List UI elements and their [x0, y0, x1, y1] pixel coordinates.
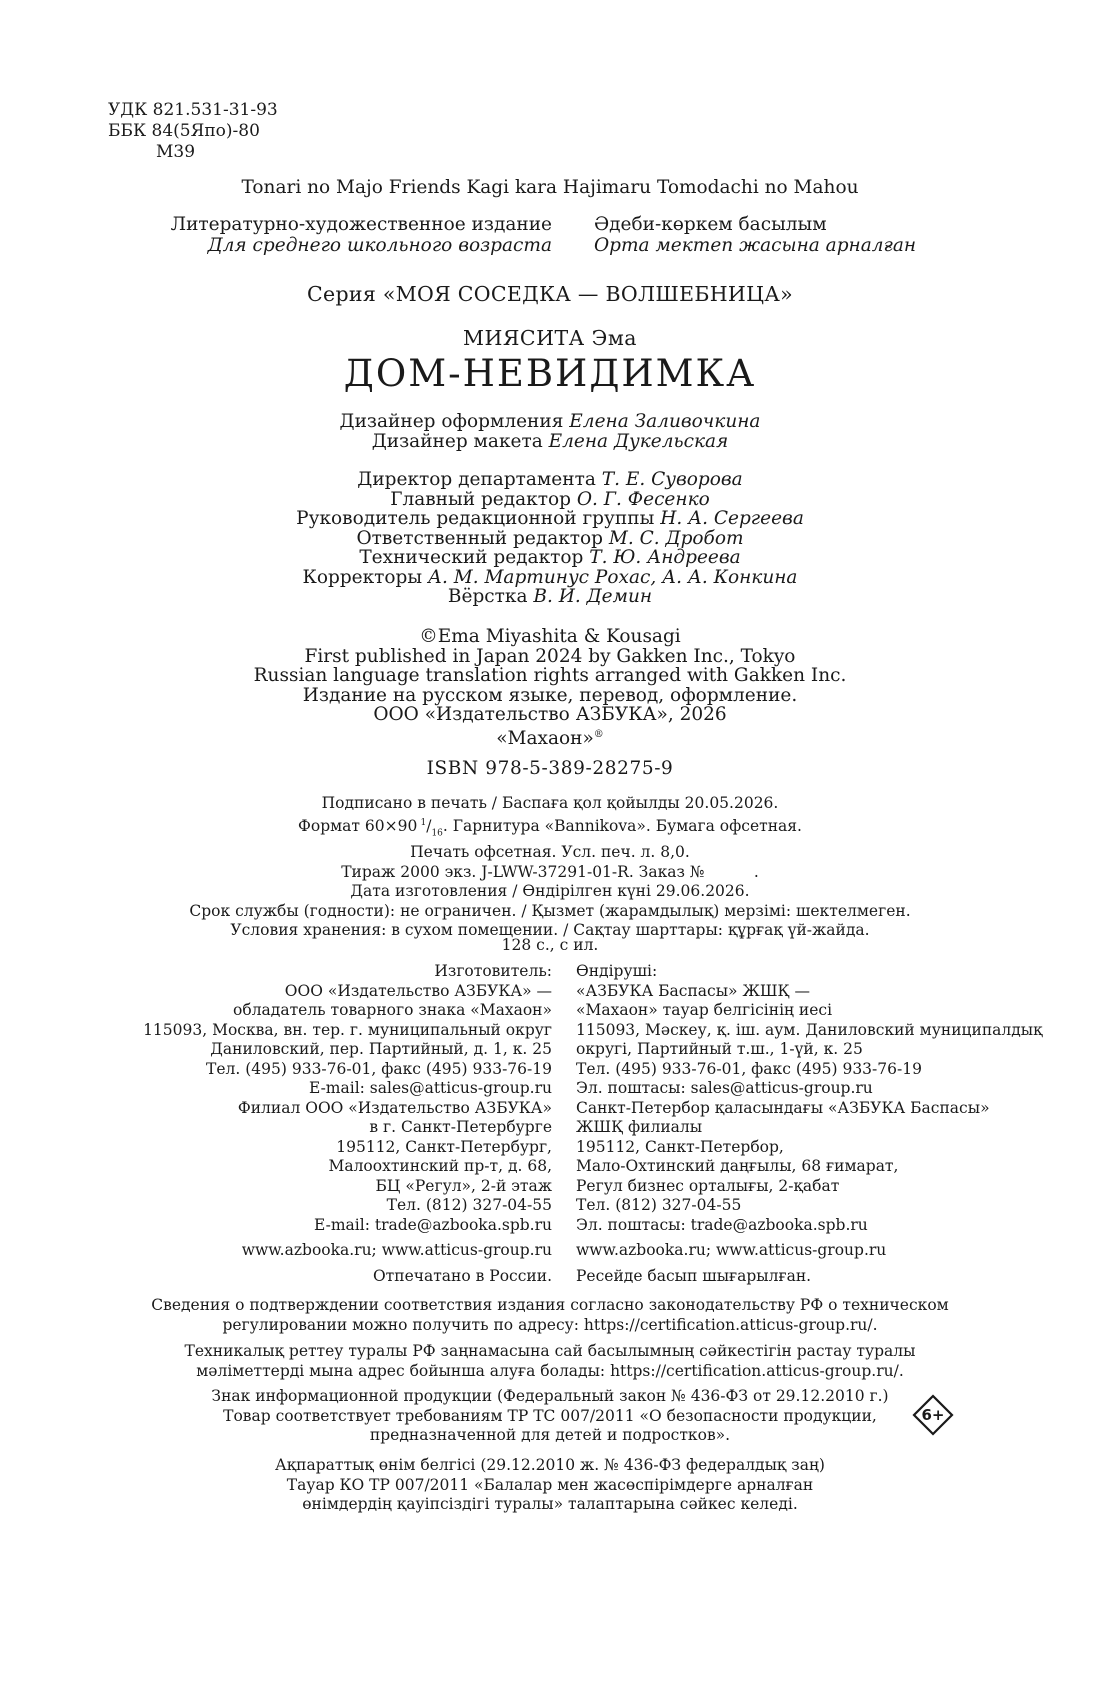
manufacturer-kz-line: Регул бизнес орталығы, 2-қабат	[576, 1176, 840, 1195]
info-mark-kz-line2: Тауар КО ТР 007/2011 «Балалар мен жасөспірімдерге арналған	[286, 1475, 814, 1494]
manufacturer-kz-line: Эл. поштасы: trade@azbooka.spb.ru	[576, 1215, 868, 1234]
manufacturer-ru-line: Тел. (812) 327-04-55	[386, 1196, 552, 1214]
manufacturer-ru-line: Филиал ООО «Издательство АЗБУКА»	[237, 1098, 552, 1117]
genre-ru-line2: Для среднего школьного возраста	[207, 235, 552, 256]
staff-line: Главный редактор О. Г. Фесенко	[390, 488, 710, 510]
format-line: Формат 60×90 $^1/_{16}$. Гарнитура «Bannikova». Бумага офсетная.	[298, 816, 802, 838]
genre-ru-line1: Литературно-художественное издание	[170, 214, 552, 235]
print-run-line: Тираж 2000 экз. J-LWW-37291-01-R. Заказ № .	[341, 862, 759, 881]
isbn: ISBN 978-5-389-28275-9	[426, 758, 674, 779]
manufacturer-kz-line: ЖШҚ филиалы	[576, 1118, 703, 1136]
manufacture-date-line: Дата изготовления / Өндірілген күні 29.06.2026.	[350, 882, 750, 901]
bbk-code: ББК 84(5Япо)-80	[108, 121, 260, 141]
imprint-line: «Махаон»®	[496, 727, 604, 749]
registered-mark: ®	[593, 728, 604, 740]
staff-line: Технический редактор Т. Ю. Андреева	[359, 547, 741, 568]
info-mark-ru-line2: Товар соответствует требованиям ТР ТС 007/2011 «О безопасности продукции,	[223, 1406, 877, 1425]
manufacturer-kz-line: www.azbooka.ru; www.atticus-group.ru	[576, 1241, 887, 1259]
manufacturer-ru-line: Даниловский, пер. Партийный, д. 1, к. 25	[210, 1040, 552, 1058]
copyright-line: ©Ema Miyashita & Kousagi	[419, 626, 681, 647]
staff-line: Ответственный редактор М. С. Дробот	[356, 527, 744, 549]
manufacturer-ru-line: Отпечатано в России.	[372, 1266, 552, 1285]
info-mark-kz-line3: өнімдердің қауіпсіздігі туралы» талаптарына сәйкес келеді.	[302, 1495, 798, 1513]
genre-kz	[594, 214, 916, 256]
print-info	[0, 794, 1100, 941]
info-mark-ru-line3: предназначенной для детей и подростков».	[369, 1426, 731, 1444]
manufacturer-ru-line: Малоохтинский пр-т, д. 68,	[328, 1157, 552, 1175]
classification-codes	[108, 100, 278, 163]
designers-list	[0, 412, 1100, 452]
manufacturer-ru-line: в г. Санкт-Петербурге	[369, 1118, 552, 1136]
series-title: Серия «МОЯ СОСЕДКА — ВОЛШЕБНИЦА»	[307, 282, 793, 306]
age-rating-badge	[912, 1394, 954, 1436]
manufacturer-kz	[576, 962, 1043, 1286]
page-count: 128 с., с ил.	[501, 936, 599, 954]
rights-block	[0, 627, 1100, 748]
first-published-line: First published in Japan 2024 by Gakken Inc., Tokyo	[304, 645, 796, 667]
manufacturer-ru-line: 115093, Москва, вн. тер. г. муниципальный округ	[143, 1020, 552, 1039]
certification-ru	[0, 1296, 1100, 1335]
manufacturer-ru-line: ООО «Издательство АЗБУКА» —	[284, 981, 552, 1000]
manufacturer-kz-line: «АЗБУКА Баспасы» ЖШҚ —	[576, 981, 810, 1000]
storage-line: Условия хранения: в сухом помещении. / Сақтау шарттары: құрғақ үй-жайда.	[230, 921, 870, 940]
manufacturer-ru-line: Тел. (495) 933-76-01, факс (495) 933-76-19	[206, 1059, 552, 1078]
manufacturer-ru-line: Изготовитель:	[434, 962, 552, 980]
staff-line: Директор департамента Т. Е. Суворова	[357, 469, 743, 490]
genre-kz-line1: Әдеби-көркем басылым	[594, 214, 827, 235]
print-type-line: Печать офсетная. Усл. печ. л. 8,0.	[410, 843, 690, 862]
manufacturer-kz-line: округі, Партийный т.ш., 1-үй, к. 25	[576, 1040, 863, 1058]
info-mark-ru-line1: Знак информационной продукции (Федеральный закон № 436-ФЗ от 29.12.2010 г.)	[211, 1387, 889, 1405]
manufacturer-kz-line: Санкт-Петербор қаласындағы «АЗБУКА Баспасы»	[576, 1098, 990, 1117]
certification-kz-line1: Техникалық реттеу туралы РФ заңнамасына сай басылымның сәйкестігін растау туралы	[184, 1342, 916, 1360]
manufacturer-kz-line: Тел. (812) 327-04-55	[576, 1196, 742, 1214]
edition-line: Издание на русском языке, перевод, оформление.	[302, 684, 798, 706]
manufacturer-kz-line: Ресейде басып шығарылған.	[576, 1266, 812, 1285]
manufacturer-kz-line: «Махаон» тауар белгісінің иесі	[576, 1001, 833, 1019]
publisher-line: ООО «Издательство АЗБУКА», 2026	[373, 704, 727, 725]
manufacturer-ru-line: обладатель товарного знака «Махаон»	[233, 1001, 552, 1019]
staff-line: Корректоры А. М. Мартинус Рохас, А. А. Конкина	[302, 566, 798, 588]
manufacturer-kz-line: Өндіруші:	[576, 962, 658, 980]
designer-line: Дизайнер оформления Елена Заливочкина	[339, 411, 761, 432]
author-name: МИЯСИТА Эма	[462, 326, 638, 350]
manufacturer-kz-line: 115093, Мәскеу, қ. іш. аум. Даниловский муниципалдық	[576, 1020, 1043, 1039]
manufacturer-ru-line: E-mail: trade@azbooka.spb.ru	[314, 1215, 552, 1234]
staff-line: Вёрстка В. И. Демин	[447, 586, 653, 607]
staff-list	[0, 470, 1100, 607]
manufacturer-kz-line: Тел. (495) 933-76-01, факс (495) 933-76-19	[576, 1059, 922, 1078]
udk-code: УДК 821.531-31-93	[108, 100, 278, 120]
designer-line: Дизайнер макета Елена Дукельская	[371, 431, 729, 452]
manufacturer-ru-line: E-mail: sales@atticus-group.ru	[308, 1079, 552, 1097]
translation-rights-line: Russian language translation rights arranged with Gakken Inc.	[253, 665, 847, 686]
info-mark-kz	[0, 1456, 1100, 1515]
certification-ru-line1: Сведения о подтверждении соответствия издания согласно законодательству РФ о техническом	[151, 1296, 949, 1314]
manufacturer-ru-line: БЦ «Регул», 2-й этаж	[375, 1176, 552, 1195]
manufacturer-ru-line: www.azbooka.ru; www.atticus-group.ru	[241, 1241, 552, 1259]
manufacturer-kz-line: Мало-Охтинский даңғылы, 68 ғимарат,	[576, 1157, 899, 1175]
certification-kz-line2: мәліметтерді мына адрес бойынша алуға болады: https://certification.atticus-group.ru/.	[196, 1361, 904, 1380]
book-title: ДОМ-НЕВИДИМКА	[343, 352, 757, 395]
service-life-line: Срок службы (годности): не ограничен. / Қызмет (жарамдылық) мерзімі: шектелмеген.	[189, 901, 911, 920]
signed-line: Подписано в печать / Баспаға қол қойылды 20.05.2026.	[321, 794, 779, 812]
genre-kz-line2: Орта мектеп жасына арналған	[594, 235, 917, 256]
age-rating-label: 6+	[921, 1406, 945, 1424]
genre-ru	[171, 214, 552, 256]
staff-line: Руководитель редакционной группы Н. А. Сергеева	[296, 508, 804, 529]
certification-ru-line2: регулировании можно получить по адресу: https://certification.atticus-group.ru/.	[222, 1315, 878, 1334]
manufacturer-kz-line: 195112, Санкт-Петербор,	[576, 1137, 784, 1156]
original-title: Tonari no Majo Friends Kagi kara Hajimaru Tomodachi no Mahou	[241, 177, 859, 198]
manufacturer-kz-line: Эл. поштасы: sales@atticus-group.ru	[576, 1079, 873, 1097]
manufacturer-ru-line: 195112, Санкт-Петербург,	[336, 1137, 552, 1156]
manufacturer-ru	[143, 962, 552, 1286]
certification-kz	[0, 1342, 1100, 1381]
author-mark: М39	[156, 142, 196, 162]
info-mark-kz-line1: Ақпараттық өнім белгісі (29.12.2010 ж. № 436-ФЗ федералдық заң)	[275, 1456, 825, 1474]
